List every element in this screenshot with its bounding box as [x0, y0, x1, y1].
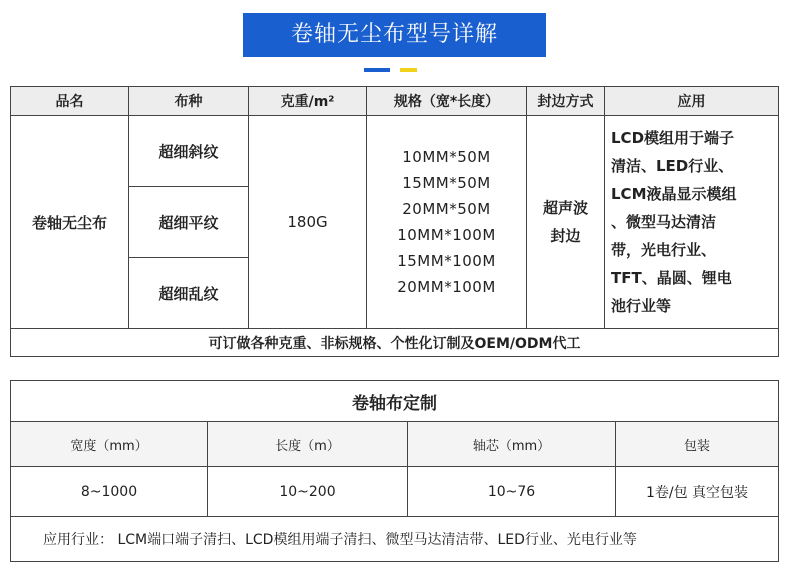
- application-line: TFT、晶圆、锂电: [611, 269, 732, 287]
- header-core: 轴芯（mm）: [408, 422, 616, 467]
- title-accent-blue: [364, 68, 390, 72]
- application-line: LCD模组用于端子: [611, 129, 735, 147]
- value-core: 10~76: [408, 467, 616, 517]
- custom-table-header-row: [11, 422, 779, 467]
- weave-plain: 超细平纹: [129, 187, 249, 258]
- header-edge: 封边方式: [527, 87, 605, 116]
- weave-twill: 超细斜纹: [129, 116, 249, 187]
- spec-item: 20MM*50M: [402, 200, 491, 218]
- value-length: 10~200: [208, 467, 408, 517]
- spec-item: 15MM*100M: [397, 252, 496, 270]
- custom-table: [10, 380, 779, 562]
- application-line: 带，光电行业、: [611, 241, 717, 259]
- weave-random: 超细乱纹: [129, 258, 249, 329]
- edge-line: 封边: [550, 227, 581, 245]
- custom-table-footer: 应用行业： LCM端口端子清扫、LCD模组用端子清扫、微型马达清洁带、LED行业、光电行业等: [11, 517, 779, 562]
- edge-cell: [527, 116, 605, 329]
- table-row: [11, 329, 779, 357]
- table-row: [11, 467, 779, 517]
- spec-item: 20MM*100M: [397, 278, 496, 296]
- spec-table-header-row: [11, 87, 779, 116]
- application-line: 、微型马达清洁: [611, 213, 717, 231]
- page-title-banner: [243, 13, 546, 57]
- spec-table-footer: 可订做各种克重、非标规格、个性化订制及OEM/ODM代工: [11, 329, 779, 357]
- weight-cell: 180G: [249, 116, 367, 329]
- application-line: 清洁、LED行业、: [611, 157, 734, 175]
- header-packaging: 包装: [616, 422, 779, 467]
- header-product-name: 品名: [11, 87, 129, 116]
- header-spec: 规格（宽*长度）: [367, 87, 527, 116]
- table-row: [11, 116, 779, 187]
- application-line: 池行业等: [611, 297, 672, 315]
- application-line: LCM液晶显示模组: [611, 185, 737, 203]
- header-length: 长度（m）: [208, 422, 408, 467]
- value-packaging: 1卷/包 真空包装: [616, 467, 779, 517]
- table-row: [11, 381, 779, 422]
- page-title: 卷轴无尘布型号详解: [290, 22, 498, 47]
- table-row: [11, 517, 779, 562]
- application-cell: [605, 116, 779, 329]
- spec-item: 10MM*50M: [402, 148, 491, 166]
- custom-table-title: 卷轴布定制: [11, 381, 779, 422]
- spec-cell: [367, 116, 527, 329]
- edge-line: 超声波: [542, 199, 588, 217]
- value-width: 8~1000: [11, 467, 208, 517]
- spec-table: [10, 86, 779, 357]
- header-cloth-type: 布种: [129, 87, 249, 116]
- product-name-cell: 卷轴无尘布: [11, 116, 129, 329]
- header-weight: 克重/m²: [249, 87, 367, 116]
- spec-item: 10MM*100M: [397, 226, 496, 244]
- header-application: 应用: [605, 87, 779, 116]
- title-accent-yellow: [400, 68, 417, 72]
- spec-item: 15MM*50M: [402, 174, 491, 192]
- header-width: 宽度（mm）: [11, 422, 208, 467]
